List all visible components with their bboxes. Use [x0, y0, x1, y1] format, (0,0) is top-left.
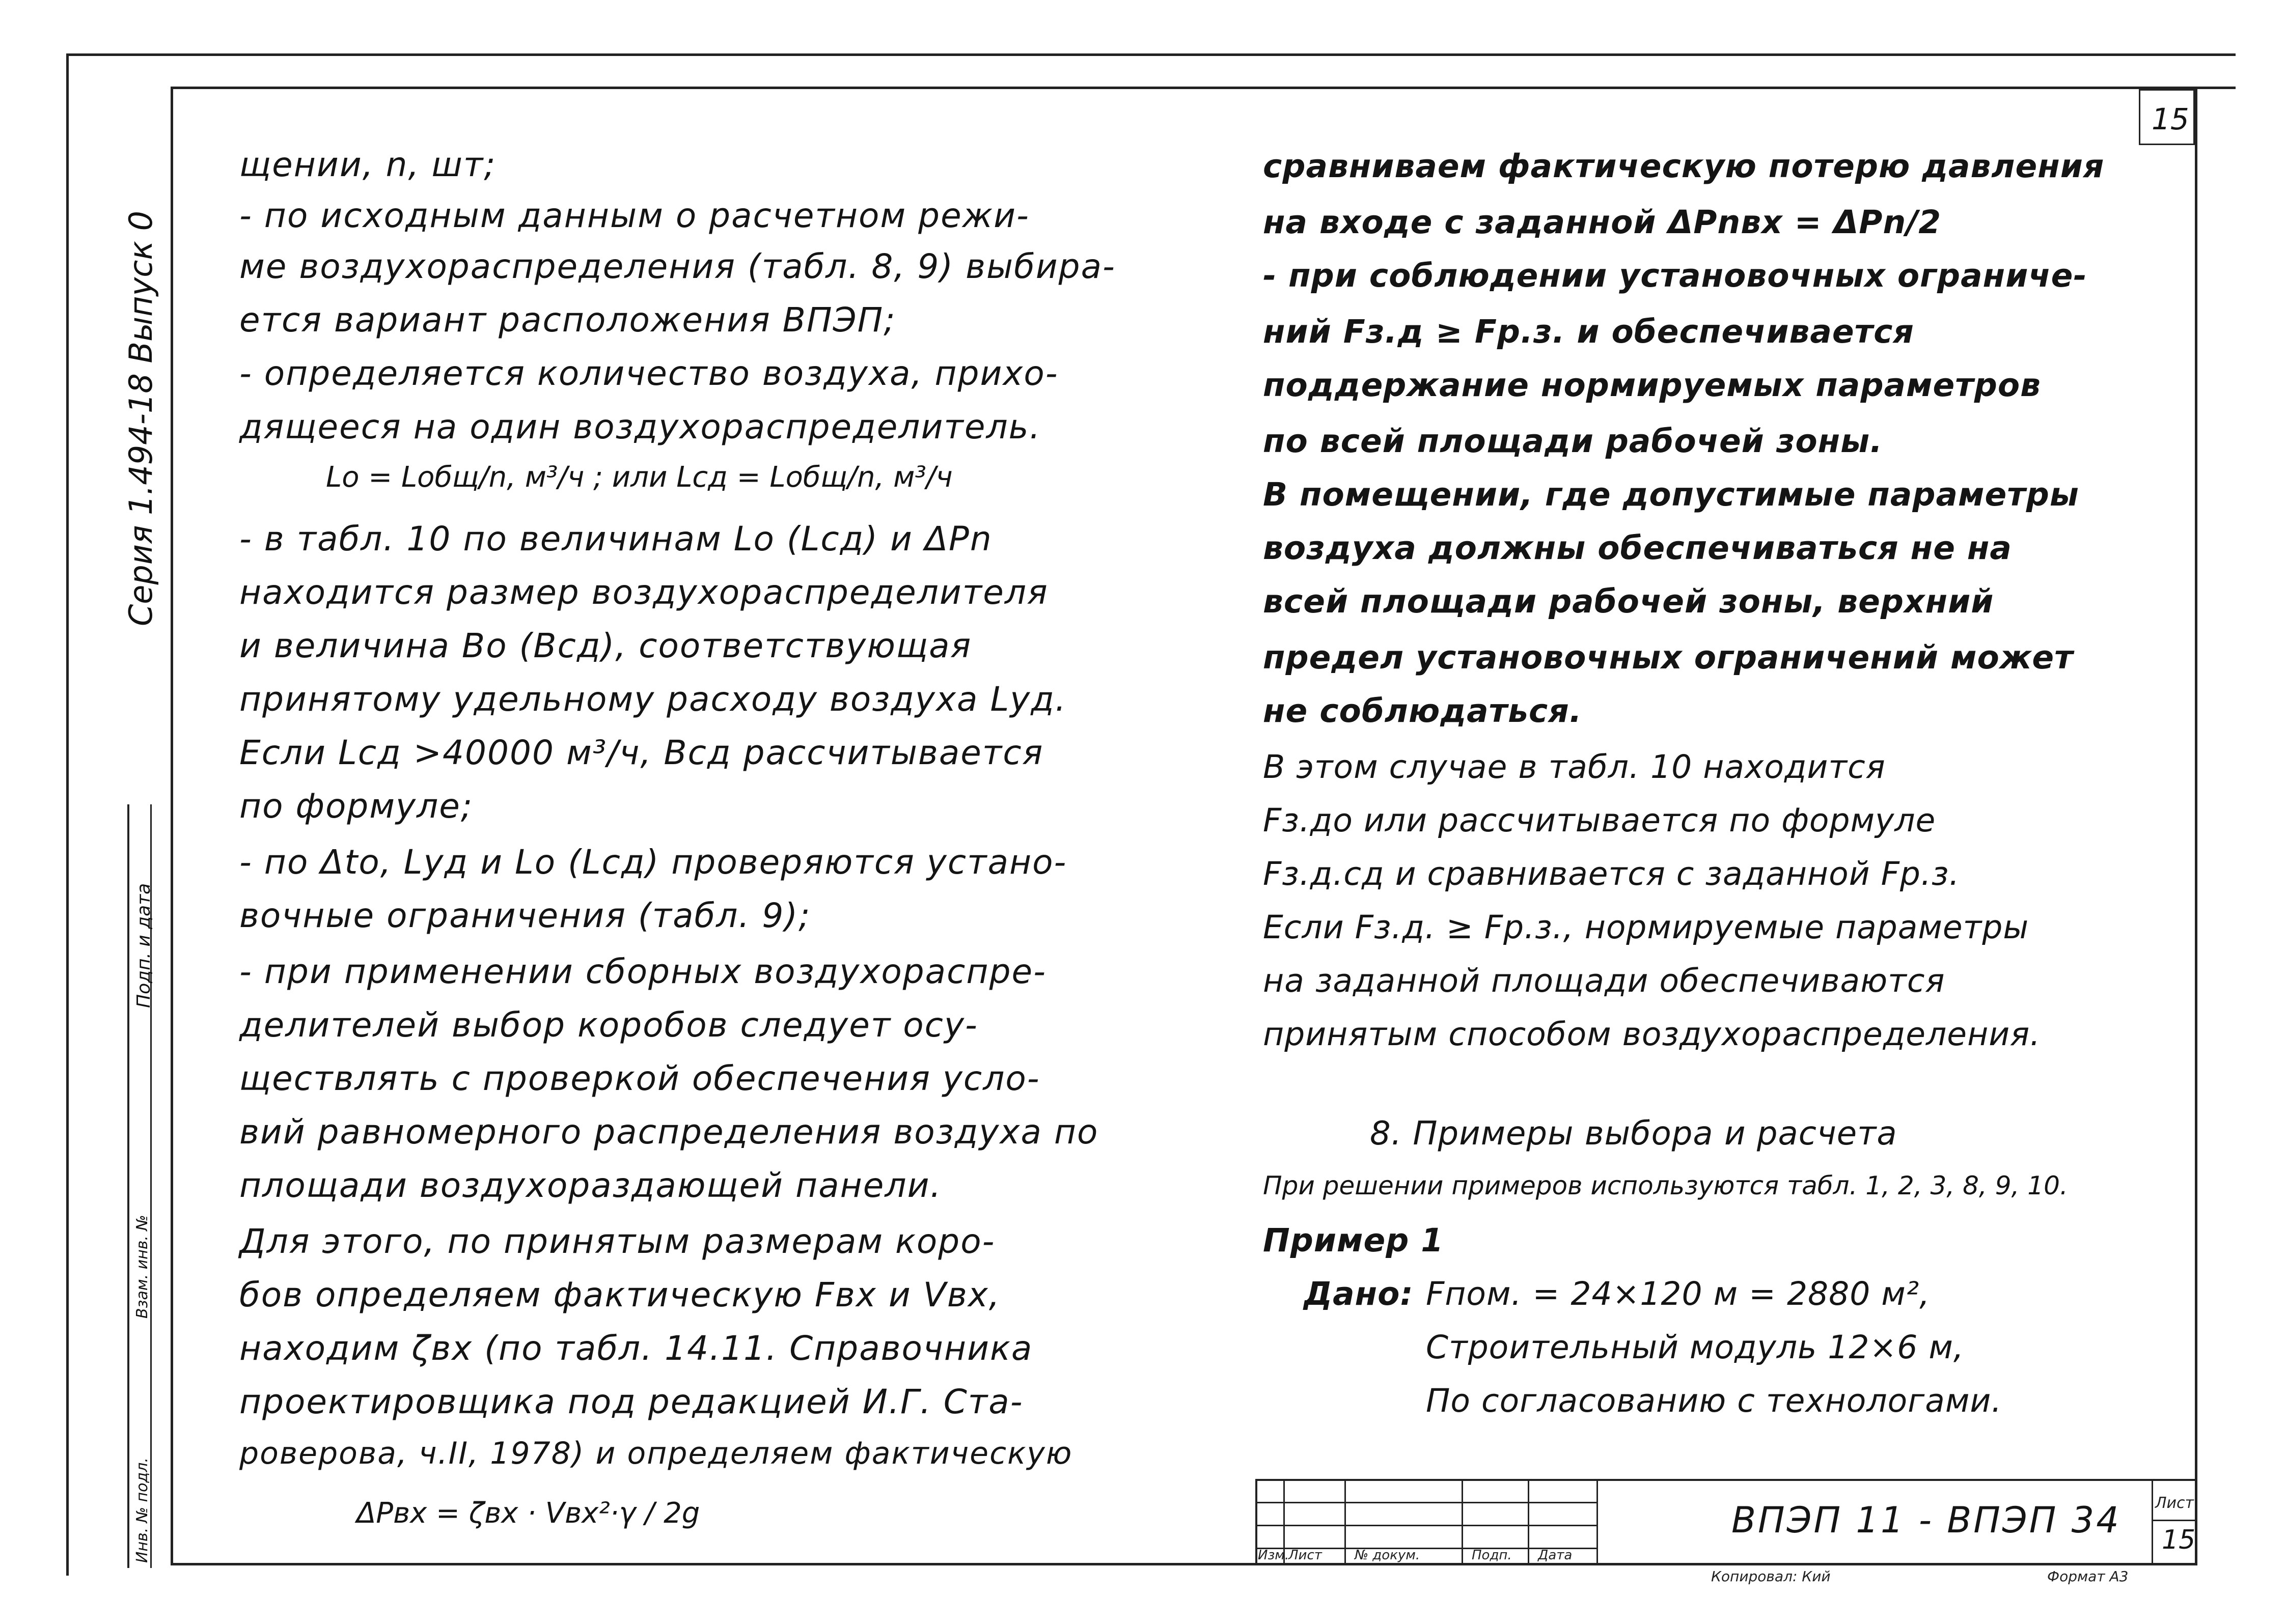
given-line: Fпом. = 24×120 м = 2880 м²,: [1426, 1275, 1931, 1312]
left-line: бов определяем фактическую Fвх и Vвх,: [239, 1275, 1001, 1314]
left-line: вочные ограничения (табл. 9);: [239, 896, 811, 935]
left-line: - определяется количество воздуха, прихо-: [239, 354, 1059, 393]
given-label: Дано:: [1304, 1275, 1414, 1312]
sheet-format: Формат А3: [2047, 1568, 2129, 1585]
outer-frame-top: [66, 53, 2236, 56]
inner-frame-bottom: [171, 1563, 2197, 1565]
section-text: При решении примеров используются табл. 1, 2, 3, 8, 9, 10.: [1263, 1171, 2068, 1200]
col-label-signature: Подп.: [1472, 1548, 1512, 1563]
title-block-col4: [1528, 1479, 1529, 1565]
right-line: - при соблюдении установочных ограниче-: [1263, 257, 2087, 294]
right-line: предел установочных ограничений может: [1263, 639, 2074, 676]
title-block-sheet-col: [2152, 1479, 2153, 1565]
left-line: Если Lсд >40000 м³/ч, Bсд рассчитывается: [239, 733, 1044, 772]
left-line: щении, n, шт;: [239, 145, 497, 184]
side-strip-divider: [127, 804, 129, 1568]
example-title: Пример 1: [1263, 1222, 1444, 1259]
right-line: В этом случае в табл. 10 находится: [1263, 748, 1886, 786]
left-line: проектировщика под редакцией И.Г. Ста-: [239, 1382, 1024, 1421]
copied-by: Копировал: Кий: [1711, 1568, 1831, 1585]
side-label-sign-date: Подп. и дата: [133, 883, 154, 1008]
left-line: находится размер воздухораспределителя: [239, 573, 1049, 612]
title-block-col5: [1596, 1479, 1598, 1565]
given-line: Строительный модуль 12×6 м,: [1426, 1329, 1964, 1366]
left-line: роверова, ч.II, 1978) и определяем фактическую: [239, 1436, 1073, 1471]
left-line: вий равномерного распределения воздуха по: [239, 1112, 1099, 1152]
inner-frame-left: [171, 87, 173, 1563]
right-line: принятым способом воздухораспределения.: [1263, 1016, 2041, 1053]
left-line: ется вариант расположения ВПЭП;: [239, 300, 896, 340]
right-line: не соблюдаться.: [1263, 692, 1582, 730]
left-line: и величина Bo (Bсд), соответствующая: [239, 626, 972, 665]
right-line: В помещении, где допустимые параметры: [1263, 476, 2079, 513]
title-block-sheet-row: [2152, 1520, 2197, 1521]
left-line: дящееся на один воздухораспределитель.: [239, 407, 1041, 446]
left-line: по формуле;: [239, 787, 474, 826]
outer-frame-left: [66, 53, 69, 1576]
section-heading: 8. Примеры выбора и расчета: [1370, 1115, 1897, 1153]
left-line: Для этого, по принятым размерам коро-: [239, 1222, 996, 1261]
page-number: 15: [2152, 102, 2189, 136]
right-line: всей площади рабочей зоны, верхний: [1263, 583, 1994, 620]
left-line: - по Δto, Lуд и Lo (Lсд) проверяются устано-: [239, 843, 1067, 882]
title-block-left: [1255, 1479, 1257, 1565]
left-line: находим ζвх (по табл. 14.11. Справочника: [239, 1329, 1033, 1368]
right-line: воздуха должны обеспечиваться не на: [1263, 529, 2012, 567]
side-label-inventory: Инв. № подл.: [133, 1458, 151, 1563]
side-label-replacement: Взам. инв. №: [133, 1215, 151, 1319]
formula-dp: ΔPвх = ζвх · Vвх²·γ / 2g: [356, 1497, 700, 1530]
right-line: ний Fз.д ≥ Fр.з. и обеспечивается: [1263, 313, 1914, 350]
title-block-row2: [1255, 1525, 1596, 1526]
right-line: поддержание нормируемых параметров: [1263, 367, 2042, 404]
col-label-doc-number: № докум.: [1355, 1548, 1420, 1563]
left-line: делителей выбор коробов следует осу-: [239, 1005, 978, 1045]
series-label: Серия 1.494-18 Выпуск 0: [122, 211, 159, 626]
formula-lo: Lo = Lобщ/n, м³/ч ; или Lсд = Lобщ/n, м³/ч: [326, 461, 953, 494]
title-block-top: [1255, 1479, 2197, 1481]
col-label-change: Изм.: [1258, 1548, 1289, 1563]
right-line: Если Fз.д. ≥ Fр.з., нормируемые параметры: [1263, 909, 2029, 946]
right-line: Fз.до или рассчитывается по формуле: [1263, 802, 1936, 839]
left-line: принятому удельному расходу воздуха Lуд.: [239, 680, 1067, 719]
sheet-label: Лист: [2155, 1494, 2194, 1512]
right-line: на входе с заданной ΔPnвх = ΔPn/2: [1263, 204, 1942, 241]
left-line: площади воздухораздающей панели.: [239, 1166, 942, 1205]
left-line: - при применении сборных воздухораспре-: [239, 952, 1046, 991]
document-code: ВПЭП 11 - ВПЭП 34: [1731, 1499, 2121, 1541]
title-block-col2: [1344, 1479, 1346, 1565]
right-line: сравниваем фактическую потерю давления: [1263, 148, 2105, 185]
left-line: ме воздухораспределения (табл. 8, 9) выбира-: [239, 247, 1116, 286]
col-label-sheet: Лист: [1288, 1548, 1322, 1563]
sheet-number: 15: [2162, 1525, 2196, 1555]
right-line: Fз.д.сд и сравнивается с заданной Fр.з.: [1263, 855, 1960, 892]
left-line: - по исходным данным о расчетном режи-: [239, 196, 1030, 235]
left-line: ществлять с проверкой обеспечения усло-: [239, 1059, 1040, 1098]
right-line: на заданной площади обеспечиваются: [1263, 962, 1945, 999]
title-block-row1: [1255, 1502, 1596, 1503]
given-line: По согласованию с технологами.: [1426, 1382, 2002, 1419]
right-line: по всей площади рабочей зоны.: [1263, 423, 1883, 460]
left-line: - в табл. 10 по величинам Lo (Lсд) и ΔPn: [239, 519, 993, 558]
inner-frame-right: [2195, 87, 2197, 1563]
title-block-col3: [1462, 1479, 1463, 1565]
col-label-date: Дата: [1538, 1548, 1573, 1563]
inner-frame-top: [171, 87, 2236, 89]
